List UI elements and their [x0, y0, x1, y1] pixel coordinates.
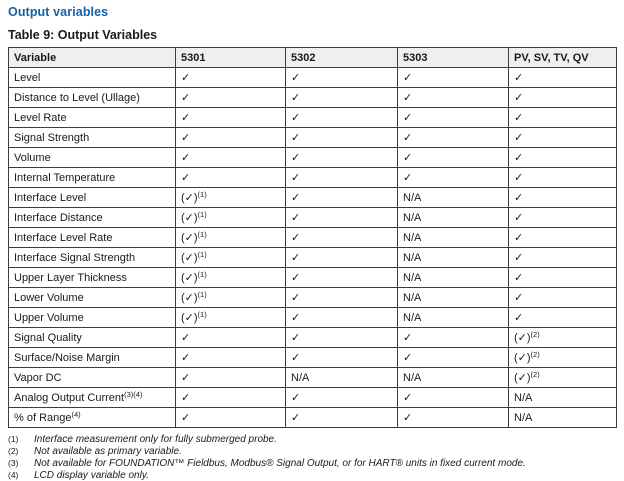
value-cell: ✓	[509, 208, 617, 228]
variable-cell: Upper Layer Thickness	[9, 268, 176, 288]
value-cell: ✓	[176, 168, 286, 188]
value-cell: ✓	[286, 328, 398, 348]
table-row	[9, 348, 617, 368]
value-cell: N/A	[398, 288, 509, 308]
value-cell: ✓	[398, 68, 509, 88]
value-cell: ✓	[398, 408, 509, 428]
footnote-marker: (3)	[8, 458, 19, 468]
table-row	[9, 168, 617, 188]
footnote-marker: (1)	[8, 434, 19, 444]
footnote-text: Not available as primary variable.	[34, 446, 182, 457]
value-cell: ✓	[286, 168, 398, 188]
table-row	[9, 368, 617, 388]
value-cell: N/A	[509, 388, 617, 408]
footnote-ref-sup: (2)	[530, 329, 540, 339]
value-cell: ✓	[176, 68, 286, 88]
value-cell: ✓	[286, 148, 398, 168]
table-row	[9, 128, 617, 148]
value-cell: (✓)$^{(1)}$	[176, 308, 286, 328]
variable-cell: Distance to Level (Ullage)	[9, 88, 176, 108]
value-cell: ✓	[286, 88, 398, 108]
footnote-ref-sup: (1)	[197, 229, 207, 239]
value-cell: ✓	[176, 108, 286, 128]
variable-cell: Upper Volume	[9, 308, 176, 328]
value-cell: N/A	[398, 368, 509, 388]
value-cell: (✓)$^{(1)}$	[176, 228, 286, 248]
value-cell: ✓	[286, 268, 398, 288]
column-header-variable: Variable	[9, 48, 176, 68]
table-row	[9, 268, 617, 288]
value-cell: ✓	[509, 228, 617, 248]
value-cell: ✓	[176, 128, 286, 148]
value-cell: ✓	[398, 148, 509, 168]
footnote-line	[8, 458, 624, 469]
footnote-ref-sup: (4)	[71, 409, 81, 419]
value-cell: (✓)$^{(1)}$	[176, 208, 286, 228]
footnote-marker: (4)	[8, 470, 19, 480]
value-cell: N/A	[398, 248, 509, 268]
variable-cell: % of Range$^{(4)}$	[9, 408, 176, 428]
value-cell: ✓	[509, 88, 617, 108]
value-cell: ✓	[286, 128, 398, 148]
value-cell: ✓	[398, 348, 509, 368]
variable-cell: Analog Output Current$^{(3)(4)}$	[9, 388, 176, 408]
variable-cell: Interface Signal Strength	[9, 248, 176, 268]
value-cell: ✓	[509, 108, 617, 128]
value-cell: ✓	[286, 208, 398, 228]
table-row	[9, 228, 617, 248]
table-row	[9, 408, 617, 428]
footnote-ref-sup: (2)	[530, 369, 540, 379]
table-row	[9, 248, 617, 268]
value-cell: N/A	[286, 368, 398, 388]
variable-cell: Lower Volume	[9, 288, 176, 308]
variable-cell: Interface Distance	[9, 208, 176, 228]
footnote-ref-sup: (1)	[197, 249, 207, 259]
footnote-ref-sup: (1)	[197, 269, 207, 279]
table-header-row	[9, 48, 617, 68]
value-cell: ✓	[176, 88, 286, 108]
value-cell: ✓	[286, 108, 398, 128]
footnote-ref-sup: (2)	[530, 349, 540, 359]
variable-cell: Surface/Noise Margin	[9, 348, 176, 368]
variable-cell: Level Rate	[9, 108, 176, 128]
footnote-line	[8, 446, 624, 457]
column-header-5302: 5302	[286, 48, 398, 68]
value-cell: ✓	[286, 408, 398, 428]
value-cell: N/A	[398, 308, 509, 328]
value-cell: ✓	[509, 68, 617, 88]
footnote-ref-sup: (1)	[197, 209, 207, 219]
value-cell: ✓	[398, 328, 509, 348]
section-title: Output variables	[8, 5, 109, 19]
variable-cell: Interface Level	[9, 188, 176, 208]
footnote-text: Not available for FOUNDATION™ Fieldbus, Modbus® Signal Output, or for HART® units in fixed current mode.	[34, 458, 526, 469]
value-cell: ✓	[509, 168, 617, 188]
value-cell: (✓)$^{(1)}$	[176, 188, 286, 208]
value-cell: ✓	[286, 308, 398, 328]
variable-cell: Level	[9, 68, 176, 88]
value-cell: ✓	[176, 148, 286, 168]
value-cell: N/A	[398, 208, 509, 228]
value-cell: ✓	[398, 128, 509, 148]
value-cell: (✓)$^{(2)}$	[509, 328, 617, 348]
value-cell: ✓	[286, 348, 398, 368]
footnote-line	[8, 470, 624, 481]
document-page	[0, 5, 624, 481]
value-cell: N/A	[398, 188, 509, 208]
value-cell: ✓	[509, 148, 617, 168]
value-cell: (✓)$^{(1)}$	[176, 288, 286, 308]
footnote-ref-sup: (1)	[197, 289, 207, 299]
footnote-text: Interface measurement only for fully submerged probe.	[34, 434, 277, 445]
value-cell: ✓	[509, 248, 617, 268]
value-cell: ✓	[286, 288, 398, 308]
table-row	[9, 68, 617, 88]
footnote-line	[8, 434, 624, 445]
footnote-ref-sup: (1)	[197, 189, 207, 199]
table-row	[9, 308, 617, 328]
variable-cell: Signal Quality	[9, 328, 176, 348]
output-variables-table	[8, 47, 617, 428]
value-cell: ✓	[176, 368, 286, 388]
value-cell: ✓	[176, 348, 286, 368]
value-cell: ✓	[176, 328, 286, 348]
table-body	[9, 68, 617, 428]
table-row	[9, 148, 617, 168]
table-title: Table 9: Output Variables	[8, 28, 158, 42]
column-header-5303: 5303	[398, 48, 509, 68]
table-row	[9, 188, 617, 208]
column-header-pv-sv-tv-qv: PV, SV, TV, QV	[509, 48, 617, 68]
value-cell: ✓	[286, 248, 398, 268]
footnotes	[8, 434, 624, 481]
value-cell: ✓	[286, 228, 398, 248]
variable-cell: Vapor DC	[9, 368, 176, 388]
value-cell: ✓	[398, 108, 509, 128]
table-row	[9, 108, 617, 128]
value-cell: ✓	[176, 408, 286, 428]
value-cell: ✓	[509, 188, 617, 208]
variable-cell: Internal Temperature	[9, 168, 176, 188]
footnote-ref-sup: (3)(4)	[124, 389, 143, 399]
value-cell: ✓	[398, 168, 509, 188]
table-row	[9, 208, 617, 228]
value-cell: ✓	[509, 288, 617, 308]
footnote-marker: (2)	[8, 446, 19, 456]
column-header-5301: 5301	[176, 48, 286, 68]
value-cell: (✓)$^{(2)}$	[509, 348, 617, 368]
table-row	[9, 88, 617, 108]
variable-cell: Signal Strength	[9, 128, 176, 148]
value-cell: ✓	[509, 128, 617, 148]
variable-cell: Volume	[9, 148, 176, 168]
value-cell: ✓	[286, 68, 398, 88]
table-row	[9, 388, 617, 408]
value-cell: ✓	[509, 308, 617, 328]
value-cell: N/A	[509, 408, 617, 428]
table-row	[9, 288, 617, 308]
value-cell: (✓)$^{(1)}$	[176, 248, 286, 268]
table-row	[9, 328, 617, 348]
variable-cell: Interface Level Rate	[9, 228, 176, 248]
footnote-ref-sup: (1)	[197, 309, 207, 319]
value-cell: ✓	[176, 388, 286, 408]
table-header	[9, 48, 617, 68]
value-cell: ✓	[286, 388, 398, 408]
value-cell: ✓	[398, 388, 509, 408]
value-cell: N/A	[398, 228, 509, 248]
value-cell: (✓)$^{(1)}$	[176, 268, 286, 288]
value-cell: ✓	[509, 268, 617, 288]
value-cell: ✓	[398, 88, 509, 108]
value-cell: (✓)$^{(2)}$	[509, 368, 617, 388]
footnote-text: LCD display variable only.	[34, 470, 149, 481]
value-cell: N/A	[398, 268, 509, 288]
value-cell: ✓	[286, 188, 398, 208]
